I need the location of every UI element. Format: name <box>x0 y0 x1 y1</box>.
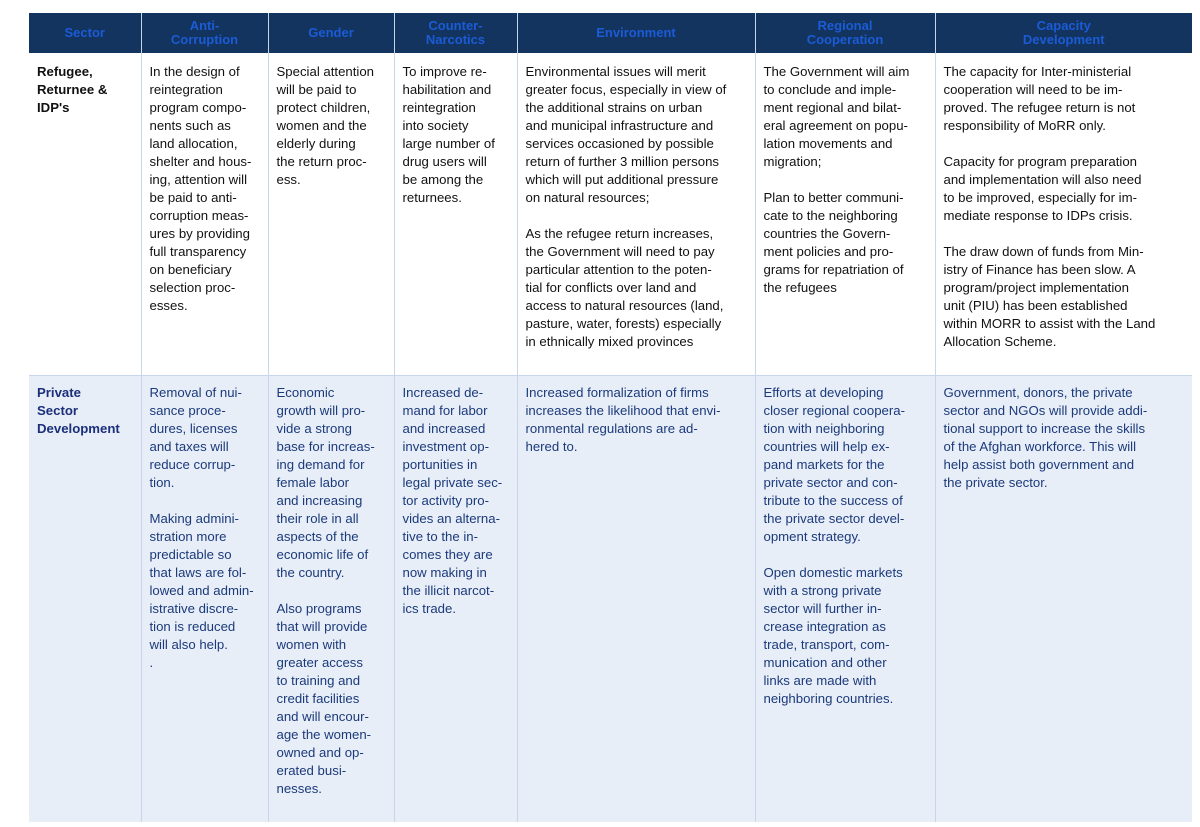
cell-paragraph: Efforts at developing closer regional coopera- tion with neighboring countries will help ex- pand markets for the private sector and con- tribute to the success of the private sector devel- opment strategy. <box>763 385 905 544</box>
sector-label: Refugee, Returnee & IDP's <box>37 64 108 115</box>
cell-gender <box>268 376 394 823</box>
cell-capacity-development <box>935 53 1192 376</box>
cell-paragraph: Plan to better communi- cate to the neighboring countries the Govern- ment policies and pro- grams for repatriation of the refugees <box>763 190 904 295</box>
cell-capacity-development <box>935 376 1192 823</box>
cell-paragraph: Making admini- stration more predictable so that laws are fol- lowed and admin- istrative discre- tion is reduced will also help. . <box>149 511 254 670</box>
cell-environment <box>517 376 755 823</box>
cell-regional-cooperation <box>755 376 935 823</box>
cell-paragraph: Special attention will be paid to protect children, women and the elderly during the return proc- ess. <box>276 64 375 187</box>
cell-environment <box>517 53 755 376</box>
table-row-private-sector <box>29 376 1192 823</box>
sector-cell <box>29 53 141 376</box>
header-environment: Environment <box>517 13 755 53</box>
cell-paragraph: As the refugee return increases, the Government will need to pay particular attention to the poten- tial for conflicts over land and access to natural resources (land, pasture, water, forests) especially in ethnically mixed provinces <box>525 226 724 349</box>
header-regional-cooperation: Regional Cooperation <box>755 13 935 53</box>
cell-paragraph: Open domestic markets with a strong private sector will further in- crease integration as trade, transport, com- munication and other links are made with neighboring countries. <box>763 565 903 706</box>
cell-paragraph: The capacity for Inter-ministerial cooperation will need to be im- proved. The refugee return is not responsibility of MoRR only. <box>943 64 1136 133</box>
cell-paragraph: Capacity for program preparation and implementation will also need to be improved, especially for im- mediate response to IDPs crisis. <box>943 154 1142 223</box>
header-counter-narcotics: Counter- Narcotics <box>394 13 517 53</box>
table-row-refugee <box>29 53 1192 376</box>
cell-paragraph: Removal of nui- sance proce- dures, licenses and taxes will reduce corrup- tion. <box>149 385 242 490</box>
cell-regional-cooperation <box>755 53 935 376</box>
cell-paragraph: Also programs that will provide women with greater access to training and credit facilities and will encour- age the women- owned and op- erated busi- nesses. <box>276 601 372 796</box>
cell-paragraph: Economic growth will pro- vide a strong base for increas- ing demand for female labor and increasing their role in all aspects of the economic life of the country. <box>276 385 375 580</box>
cell-paragraph: Increased formalization of firms increases the likelihood that envi- ronmental regulations are ad- hered to. <box>525 385 721 454</box>
cell-paragraph: In the design of reintegration program compo- nents such as land allocation, shelter and hous- ing, attention will be paid to anti- corruption meas- ures by providing full transparency on beneficiary selection proc- esses. <box>149 64 252 313</box>
cell-anti-corruption <box>141 376 268 823</box>
sector-cell <box>29 376 141 823</box>
cell-counter-narcotics <box>394 376 517 823</box>
cell-paragraph: The draw down of funds from Min- istry of Finance has been slow. A program/project implementation unit (PIU) has been established within MORR to assist with the Land Allocation Scheme. <box>943 244 1156 349</box>
cell-paragraph: Environmental issues will merit greater focus, especially in view of the additional strains on urban and municipal infrastructure and services occasioned by possible return of further 3 million persons which will put additional pressure on natural resources; <box>525 64 727 205</box>
header-capacity-development: Capacity Development <box>935 13 1192 53</box>
header-sector: Sector <box>29 13 141 53</box>
cell-paragraph: The Government will aim to conclude and imple- ment regional and bilat- eral agreement on popu- lation movements and migration; <box>763 64 910 169</box>
cell-paragraph: To improve re- habilitation and reintegration into society large number of drug users will be among the returnees. <box>402 64 495 205</box>
cell-gender <box>268 53 394 376</box>
header-gender: Gender <box>268 13 394 53</box>
cell-anti-corruption <box>141 53 268 376</box>
cell-paragraph: Government, donors, the private sector and NGOs will provide addi- tional support to increase the skills of the Afghan workforce. This will help assist both government and the private sector. <box>943 385 1148 490</box>
sector-matrix-table <box>29 13 1192 822</box>
header-anti-corruption: Anti- Corruption <box>141 13 268 53</box>
sector-label: Private Sector Development <box>37 385 120 436</box>
cell-counter-narcotics <box>394 53 517 376</box>
header-row <box>29 13 1192 53</box>
cell-paragraph: Increased de- mand for labor and increased investment op- portunities in legal private sec- tor activity pro- vides an alterna- tive to the in- comes they are now making in the illicit narcot- ics trade. <box>402 385 503 616</box>
